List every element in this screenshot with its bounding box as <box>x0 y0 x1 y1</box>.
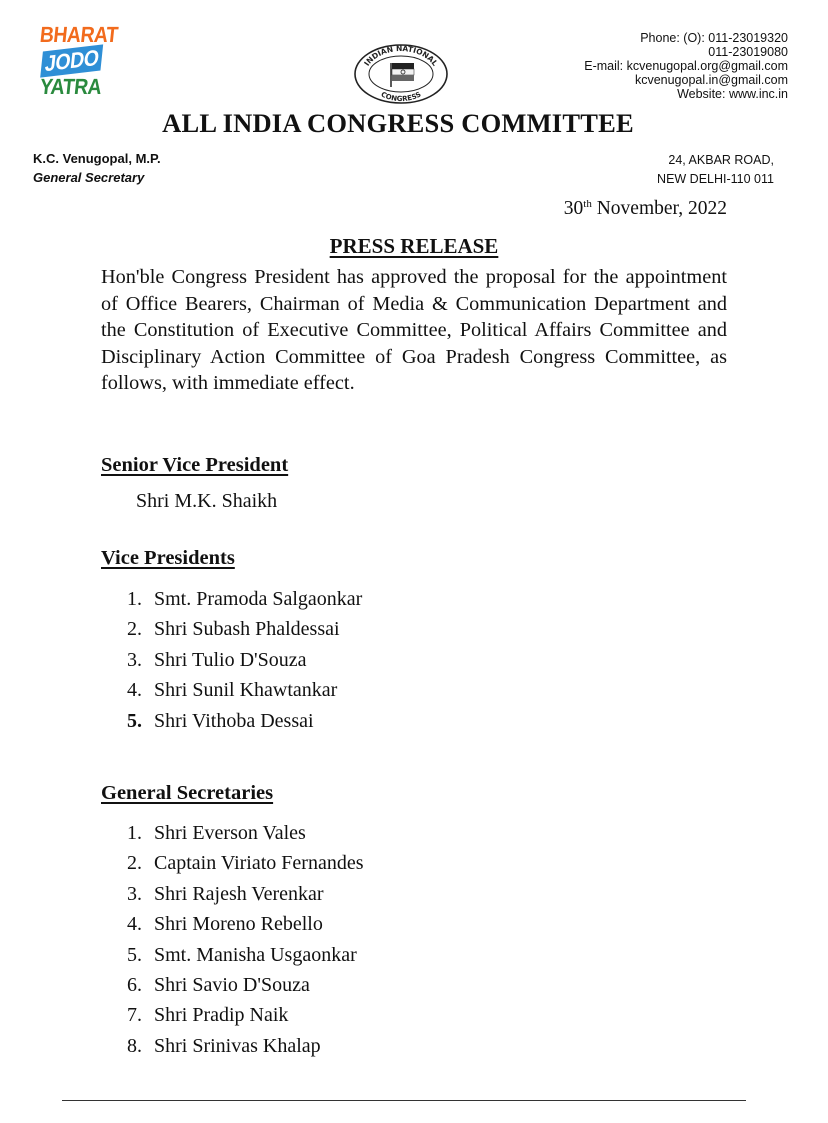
list-item-name: Shri Savio D'Souza <box>154 974 310 997</box>
email-line-2: kcvenugopal.in@gmail.com <box>634 73 788 87</box>
list-item-number: 4. <box>127 679 142 702</box>
list-item <box>127 909 364 939</box>
address-line-1: 24, AKBAR ROAD, <box>668 153 774 167</box>
list-item-name: Shri Tulio D'Souza <box>154 648 307 671</box>
press-release-intro: Hon'ble Congress President has approved the proposal for the appointment of Office Bearers, Chairman of Media & Communication Department and the Constitution of Executive Committee, Political Affairs Committee and Disciplinary Action Committee of Goa Pradesh Congress Committee, as follows, with immediate effect. <box>101 266 727 395</box>
signatory-role: General Secretary <box>33 170 145 185</box>
emblem-bottom-text: CONGRESS <box>379 90 423 104</box>
email-line-1: E-mail: kcvenugopal.org@gmail.com <box>584 59 788 73</box>
list-item-name: Shri Sunil Khawtankar <box>154 679 338 702</box>
list-item-name: Shri Subash Phaldessai <box>154 618 340 641</box>
release-date <box>564 198 727 220</box>
list-item <box>127 848 364 878</box>
list-item <box>127 879 364 909</box>
list-item-name: Shri Pradip Naik <box>154 1004 289 1027</box>
list-item-number: 5. <box>127 709 142 732</box>
list-item-number: 8. <box>127 1034 142 1057</box>
phone-line-1: Phone: (O): 011-23019320 <box>640 31 788 45</box>
senior-vp-name: Shri M.K. Shaikh <box>136 490 278 512</box>
congress-emblem-icon <box>353 43 449 105</box>
list-item-name: Smt. Manisha Usgaonkar <box>154 943 357 966</box>
list-item-number: 3. <box>127 882 142 905</box>
press-release-heading: PRESS RELEASE <box>329 234 499 258</box>
list-item <box>127 675 362 705</box>
date-suffix: th <box>583 198 592 210</box>
list-item <box>127 818 364 848</box>
list-item-number: 4. <box>127 913 142 936</box>
list-item <box>127 645 362 675</box>
list-item-number: 2. <box>127 852 142 875</box>
office-address <box>657 151 774 189</box>
list-item-number: 2. <box>127 618 142 641</box>
emblem-top-text: INDIAN NATIONAL <box>362 43 440 68</box>
list-item-name: Shri Vithoba Dessai <box>154 709 314 732</box>
list-item-name: Shri Moreno Rebello <box>154 913 323 936</box>
vice-presidents-heading: Vice Presidents <box>101 547 235 569</box>
bharat-jodo-yatra-logo <box>40 22 120 106</box>
signatory-name: K.C. Venugopal, M.P. <box>33 151 161 166</box>
senior-vp-heading: Senior Vice President <box>101 454 289 476</box>
website-line: Website: www.inc.in <box>677 87 788 101</box>
list-item <box>127 1031 364 1061</box>
address-line-2: NEW DELHI-110 011 <box>657 172 774 186</box>
date-rest: November, 2022 <box>591 198 727 219</box>
list-item-name: Shri Rajesh Verenkar <box>154 882 324 905</box>
list-item <box>127 940 364 970</box>
list-item-name: Shri Everson Vales <box>154 822 306 844</box>
logo-word-jodo: JODO <box>40 44 103 77</box>
logo-word-yatra: YATRA <box>38 74 103 99</box>
list-item <box>127 1000 364 1030</box>
list-item <box>127 706 362 736</box>
list-item-name: Captain Viriato Fernandes <box>154 852 364 875</box>
list-item-name: Shri Srinivas Khalap <box>154 1034 321 1057</box>
phone-line-2: 011-23019080 <box>708 45 788 59</box>
list-item <box>127 970 364 1000</box>
list-item-number: 7. <box>127 1004 142 1027</box>
list-item <box>127 584 362 614</box>
list-item-number: 1. <box>127 588 142 610</box>
date-day: 30 <box>563 198 584 219</box>
list-item-name: Smt. Pramoda Salgaonkar <box>154 588 363 610</box>
list-item <box>127 614 362 644</box>
list-item-number: 5. <box>127 943 142 966</box>
general-secretaries-heading: General Secretaries <box>101 782 274 804</box>
vice-presidents-list <box>127 584 362 736</box>
list-item-number: 3. <box>127 648 142 671</box>
footer-divider <box>62 1100 746 1101</box>
contact-block <box>584 31 788 101</box>
list-item-number: 6. <box>127 974 142 997</box>
logo-word-bharat: BHARAT <box>38 22 120 47</box>
letterhead-title: ALL INDIA CONGRESS COMMITTEE <box>162 108 634 138</box>
general-secretaries-list <box>127 818 364 1061</box>
list-item-number: 1. <box>127 822 142 844</box>
